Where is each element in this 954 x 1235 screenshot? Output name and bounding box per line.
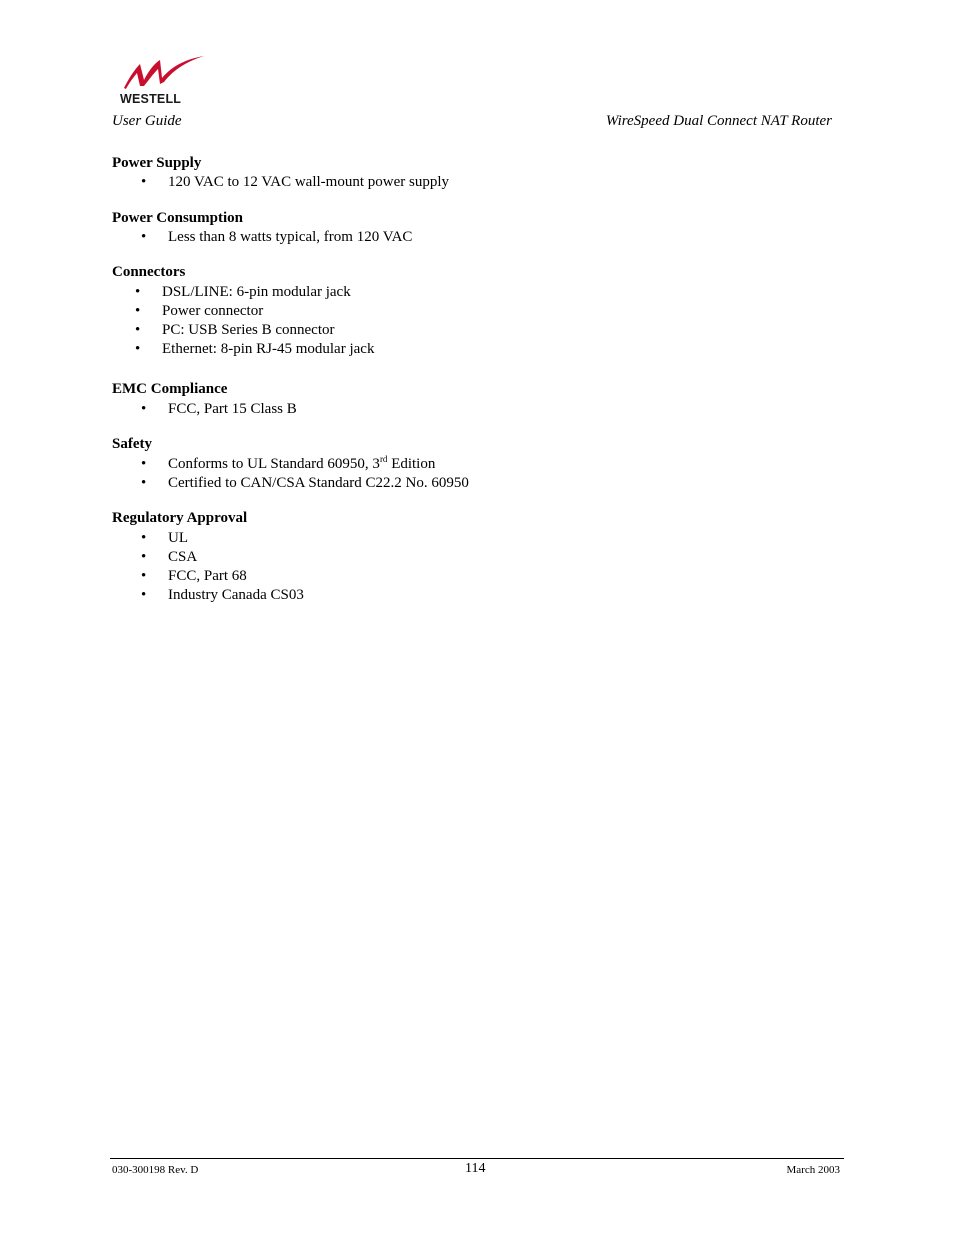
page-number: 114 [465, 1161, 486, 1176]
bullet-icon: • [141, 530, 147, 546]
bullet-icon: • [141, 475, 147, 491]
bullet-icon: • [141, 549, 147, 565]
bullet-icon: • [141, 174, 147, 190]
list-item: DSL/LINE: 6-pin modular jack [162, 284, 351, 300]
list-item: PC: USB Series B connector [162, 322, 335, 338]
section-title: Safety [112, 436, 152, 452]
header-doc-type: User Guide [112, 113, 182, 129]
list-item [168, 456, 435, 473]
bullet-icon: • [141, 401, 147, 417]
list-item: 120 VAC to 12 VAC wall-mount power supply [168, 174, 449, 190]
bullet-icon: • [141, 456, 147, 472]
bullet-icon: • [141, 587, 147, 603]
footer-doc-number: 030-300198 Rev. D [112, 1164, 199, 1176]
ordinal-suffix: rd [379, 454, 388, 464]
list-item: FCC, Part 15 Class B [168, 401, 297, 417]
bullet-icon: • [135, 341, 141, 357]
list-item: Ethernet: 8-pin RJ-45 modular jack [162, 341, 375, 357]
list-item: UL [168, 530, 188, 546]
list-item: FCC, Part 68 [168, 568, 247, 584]
section-title: EMC Compliance [112, 381, 228, 397]
list-item: Power connector [162, 303, 264, 319]
section-title: Regulatory Approval [112, 510, 248, 526]
list-item-text: Conforms to UL Standard 60950, 3 [168, 456, 380, 472]
bullet-icon: • [141, 229, 147, 245]
list-item: Less than 8 watts typical, from 120 VAC [168, 229, 413, 245]
bullet-icon: • [135, 322, 141, 338]
section-title: Power Supply [112, 155, 202, 171]
list-item: Certified to CAN/CSA Standard C22.2 No. 60950 [168, 475, 469, 491]
list-item: Industry Canada CS03 [168, 587, 304, 603]
bullet-icon: • [135, 303, 141, 319]
list-item-text: Edition [387, 456, 436, 472]
bullet-icon: • [141, 568, 147, 584]
footer-divider [110, 1158, 844, 1159]
section-title: Connectors [112, 264, 186, 280]
bullet-icon: • [135, 284, 141, 300]
header-product-name: WireSpeed Dual Connect NAT Router [605, 113, 832, 129]
section-title: Power Consumption [112, 210, 243, 226]
logo-wordmark: WESTELL [120, 92, 182, 106]
footer-date: March 2003 [786, 1164, 840, 1176]
list-item: CSA [168, 549, 198, 565]
westell-logo [118, 54, 204, 106]
